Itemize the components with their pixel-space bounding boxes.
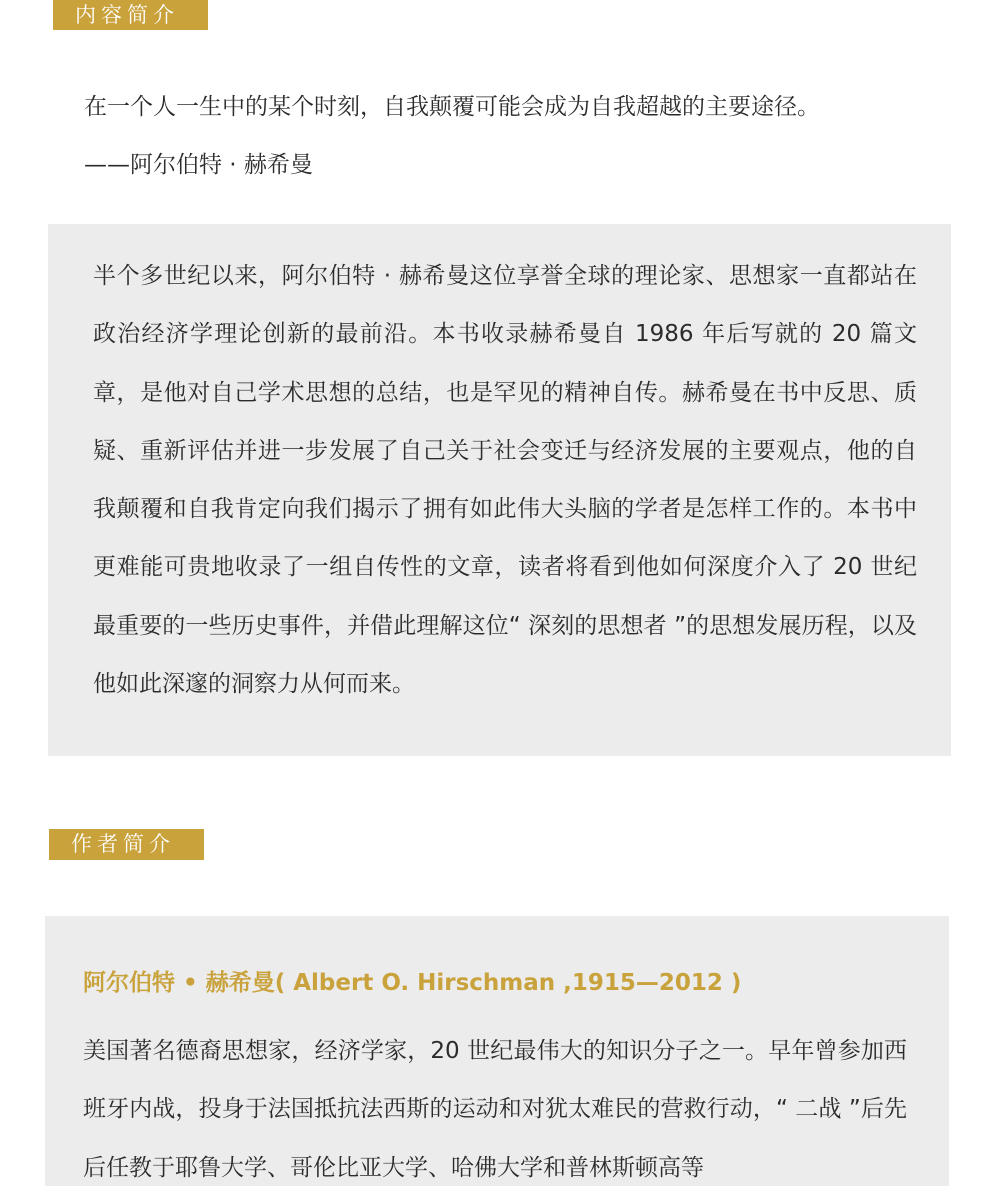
intro-panel [48,224,951,756]
epigraph-quote: 在一个人一生中的某个时刻，自我颠覆可能会成为自我超越的主要途径。 [84,94,820,120]
section-tag-intro: 内容简介 [53,0,208,30]
author-panel [45,916,949,1186]
epigraph-attribution: ——阿尔伯特 · 赫希曼 [84,152,313,178]
section-tag-author: 作者简介 [49,829,204,860]
intro-paragraph: 半个多世纪以来，阿尔伯特 · 赫希曼这位享誉全球的理论家、思想家一直都站在政治经济学理论创新的最前沿。本书收录赫希曼自 1986 年后写就的 20 篇文章，是他对自己学术思想的总结，也是罕见的精神自传。赫希曼在书中反思、质疑、重新评估并进一步发展了自己关于社会变迁与经济发展的主要观点，他的自我颠覆和自我肯定向我们揭示了拥有如此伟大头脑的学者是怎样工作的。本书中更难能可贵地收录了一组自传性的文章，读者将看到他如何深度介入了 20 世纪最重要的一些历史事件，并借此理解这位“ 深刻的思想者 ”的思想发展历程，以及他如此深邃的洞察力从何而来。 [93,263,917,698]
author-bio-paragraph: 美国著名德裔思想家，经济学家，20 世纪最伟大的知识分子之一。早年曾参加西班牙内战，投身于法国抵抗法西斯的运动和对犹太难民的营救行动，“ 二战 ”后先后任教于耶鲁大学、哥伦比亚大学、哈佛大学和普林斯顿高等 [83,1038,907,1181]
author-name-heading: 阿尔伯特 • 赫希曼( Albert O. Hirschman ,1915—2012 ) [83,970,742,996]
